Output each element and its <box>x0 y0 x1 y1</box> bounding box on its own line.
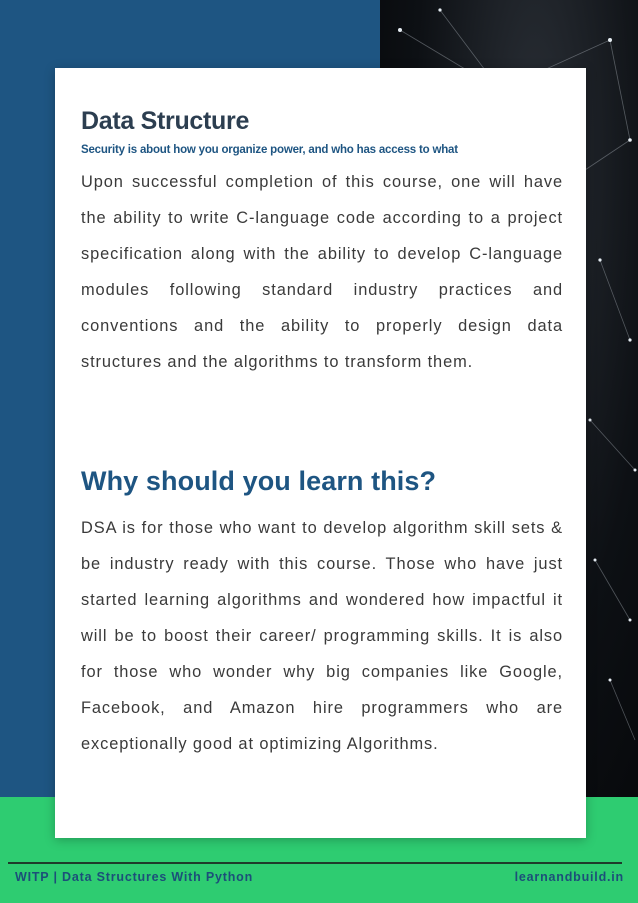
footer-divider <box>8 862 622 864</box>
page-title: Data Structure <box>81 107 250 135</box>
content-card <box>55 68 586 838</box>
section-heading: Why should you learn this? <box>81 466 437 496</box>
page-subtitle: Security is about how you organize power, and who has access to what <box>81 144 458 156</box>
footer-website: learnandbuild.in <box>514 870 624 884</box>
footer-course-name: WITP | Data Structures With Python <box>15 870 254 884</box>
course-outcome-paragraph: Upon successful completion of this course, one will have the ability to write C-language code according to a project specification along with the ability to develop C-language modules following standard industry practices and conventions and the ability to properly design data structures and the algorithms to transform them. <box>81 173 563 371</box>
why-learn-paragraph: DSA is for those who want to develop algorithm skill sets & be industry ready with this course. Those who have just started learning algorithms and wondered how impactful it will be to boost their career/ programming skills. It is also for those who wonder why big companies like Google, Facebook, and Amazon hire programmers who are exceptionally good at optimizing Algorithms. <box>81 519 563 753</box>
